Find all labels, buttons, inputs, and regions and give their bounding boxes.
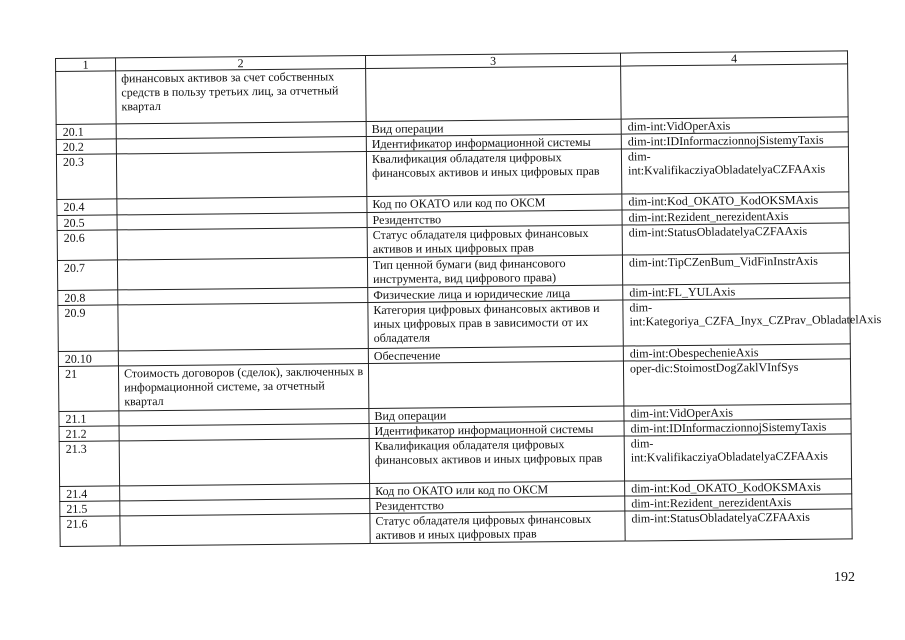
row-number: 21.2: [59, 426, 119, 442]
row-number: 20.8: [58, 290, 118, 306]
table-row: [58, 359, 850, 412]
row-number: 20.5: [57, 215, 117, 231]
indicator-name: [116, 152, 366, 199]
row-number: 21.3: [59, 441, 119, 487]
row-number: 20.3: [56, 154, 116, 200]
dimension-name: Вид операции: [369, 406, 624, 423]
dimension-name: Физические лица и юридические лица: [368, 285, 623, 302]
dimension-name: Статус обладателя цифровых финансовых активов и иных цифровых прав: [370, 511, 625, 543]
row-number: 21.6: [60, 516, 120, 547]
row-number: [56, 71, 117, 125]
dimension-name: [368, 361, 623, 408]
dimension-name: Статус обладателя цифровых финансовых активов и иных цифровых прав: [367, 225, 622, 257]
table-row: [59, 434, 851, 487]
dimension-name: Тип ценной бумаги (вид финансового инструмента, вид цифрового права): [367, 255, 622, 287]
dimension-name: Код по ОКАТО или код по ОКСМ: [367, 194, 622, 212]
axis-code: dim-int:ObespechenieAxis: [623, 344, 850, 361]
dimension-name: Идентификатор информационной системы: [369, 421, 624, 438]
dimension-name: Квалификация обладателя цифровых финансовых активов и иных цифровых прав: [366, 149, 621, 196]
dimension-name: Вид операции: [366, 119, 621, 136]
table-row: [56, 147, 848, 200]
header-cell-3: 3: [365, 53, 620, 68]
axis-code: dim-int:FL_YULAxis: [623, 283, 850, 300]
dimension-name: Обеспечение: [368, 346, 623, 363]
axis-code: dim-int:TipCZenBum_VidFinInstrAxis: [622, 253, 849, 285]
dimension-name: Квалификация обладателя цифровых финансовых активов и иных цифровых прав: [369, 436, 624, 483]
row-number: 20.7: [57, 260, 117, 291]
row-number: 21.4: [60, 486, 120, 502]
row-number: 20.10: [58, 351, 118, 367]
document-table: [55, 50, 882, 547]
row-number: 20.1: [56, 124, 116, 140]
dimension-name: Код по ОКАТО или код по ОКСМ: [370, 481, 625, 498]
table-row: [58, 298, 850, 352]
dimension-name: Идентификатор информационной системы: [366, 134, 621, 151]
row-number: 20.6: [57, 230, 117, 261]
axis-code: dim-int:StatusObladatelyaCZFAAxis: [622, 223, 849, 255]
indicator-name: [119, 439, 369, 486]
row-number: 21.1: [59, 411, 119, 427]
indicator-name: [117, 258, 367, 290]
row-number: 21.5: [60, 501, 120, 517]
indicator-name: Стоимость договоров (сделок), заключенных в информационной системе, за отчетный квартал: [118, 364, 368, 411]
header-cell-1: 1: [56, 58, 116, 72]
table-body: [56, 64, 882, 547]
row-number: 21: [58, 366, 118, 412]
axis-code: dim-int:StatusObladatelyaCZFAAxis: [625, 509, 852, 541]
axis-code: dim-int:Rezident_nerezidentAxis: [622, 208, 849, 225]
dimension-name: Резидентство: [370, 496, 625, 513]
indicator-name: [118, 303, 368, 351]
dimension-name: Резидентство: [367, 210, 622, 227]
axis-code: dim-int:VidOperAxis: [621, 117, 848, 134]
axis-code: dim-int:Kategoriya_CZFA_Inyx_CZPrav_ObladatelAxis: [623, 298, 850, 346]
header-cell-2: 2: [116, 56, 366, 71]
row-number: 20.2: [56, 139, 116, 155]
dimension-name: Категория цифровых финансовых активов и иных цифровых прав в зависимости от их обладателя: [368, 300, 623, 348]
axis-code: dim-int:Kod_OKATO_KodOKSMAxis: [625, 479, 852, 496]
page-number: 192: [834, 570, 855, 585]
axis-code: oper-dic:StoimostDogZaklVInfSys: [623, 359, 850, 406]
table-row: [56, 64, 848, 125]
axis-code: dim-int:IDInformaczionnojSistemyTaxis: [621, 132, 848, 149]
row-number: 20.9: [58, 305, 118, 352]
indicator-name: [117, 228, 367, 260]
row-number: 20.4: [57, 199, 117, 216]
table-row: [60, 509, 852, 547]
axis-code: dim-int:KvalifikacziyaObladatelyaCZFAAxis: [621, 147, 848, 194]
dimension-name: [366, 66, 621, 121]
axis-code: dim-int:IDInformaczionnojSistemyTaxis: [624, 419, 851, 436]
indicator-name: финансовых активов за счет собственных средств в пользу третьих лиц, за отчетный квартал: [116, 69, 366, 124]
indicator-name: [120, 513, 370, 545]
axis-code: dim-int:Kod_OKATO_KodOKSMAxis: [622, 192, 849, 210]
header-cell-4: 4: [620, 51, 847, 66]
axis-code: dim-int:VidOperAxis: [624, 404, 851, 421]
axis-code: [621, 64, 848, 119]
axis-code: dim-int:KvalifikacziyaObladatelyaCZFAAxis: [624, 434, 851, 481]
axis-code: dim-int:Rezident_nerezidentAxis: [625, 494, 852, 511]
